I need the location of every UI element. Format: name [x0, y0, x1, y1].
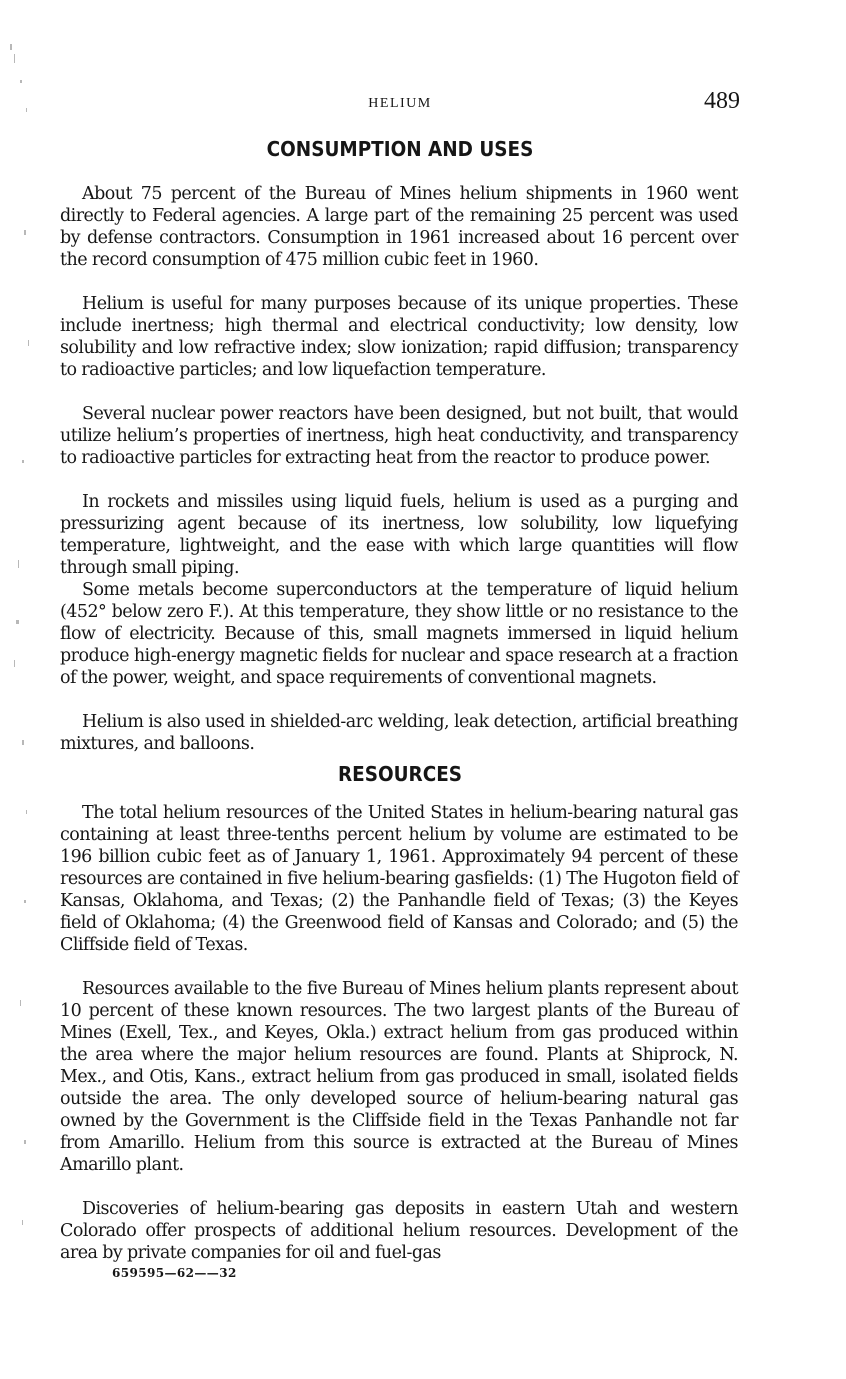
section-heading-consumption: CONSUMPTION AND USES [266, 137, 534, 161]
paragraph: Several nuclear power reactors have been designed, but not built, that would utilize helium’s properties of inertness, high heat conductivity, and transparency to radioactive particles for extracting heat from the reactor to produce power. [60, 404, 738, 468]
section-body-resources [60, 802, 738, 1264]
page-number: 489 [704, 88, 740, 114]
paragraph: Discoveries of helium-bearing gas deposits in eastern Utah and western Colorado offer prospects of additional helium resources. Development of the area by private companies for oil and fuel-gas [60, 1199, 738, 1263]
paragraph: The total helium resources of the United States in helium-bearing natural gas containing at least three-tenths percent helium by volume are estimated to be 196 billion cubic feet as of January 1, 1961. Approximately 94 percent of these resources are contained in five helium-bearing gasfields: (1) The Hugoton field of Kansas, Oklahoma, and Texas; (2) the Panhandle field of Texas; (3) the Keyes field of Oklahoma; (4) the Greenwood field of Kansas and Colorado; and (5) the Cliffside field of Texas. [60, 803, 738, 955]
running-head [60, 88, 740, 118]
paragraph: About 75 percent of the Bureau of Mines helium shipments in 1960 went directly to Federal agencies. A large part of the remaining 25 percent was used by defense contractors. Consumption in 1961 increased about 16 percent over the record consumption of 475 million cubic feet in 1960. [60, 184, 738, 270]
section-body-consumption [60, 183, 738, 755]
paragraph: Resources available to the five Bureau of Mines helium plants represent about 10 percent of these known resources. The two largest plants of the Bureau of Mines (Exell, Tex., and Keyes, Okla.) extract helium from gas produced within the area where the major helium resources are found. Plants at Shiprock, N. Mex., and Otis, Kans., extract helium from gas produced in small, isolated fields outside the area. The only developed source of helium-bearing natural gas owned by the Government is the Cliffside field in the Texas Panhandle not far from Amarillo. Helium from this source is extracted at the Bureau of Mines Amarillo plant. [60, 979, 738, 1175]
paragraph: Helium is also used in shielded-arc welding, leak detection, artificial breathing mixtures, and balloons. [60, 712, 738, 754]
paragraph: In rockets and missiles using liquid fuels, helium is used as a purging and pressurizing agent because of its inertness, low solubility, low liquefying temperature, lightweight, and the ease with which large quantities will flow through small piping. [60, 492, 738, 578]
scan-edge-marks [8, 40, 30, 1270]
paragraph: Helium is useful for many purposes because of its unique properties. These include inertness; high thermal and electrical conductivity; low density, low solubility and low refractive index; slow ionization; rapid diffusion; transparency to radioactive particles; and low liquefaction temperature. [60, 294, 738, 380]
running-title: HELIUM [368, 96, 432, 111]
print-code: 659595—62——32 [112, 1266, 237, 1280]
section-heading-resources: RESOURCES [337, 762, 463, 786]
paragraph: Some metals become superconductors at the temperature of liquid helium (452° below zero F.). At this temperature, they show little or no resistance to the flow of electricity. Because of this, small magnets immersed in liquid helium produce high-energy magnetic fields for nuclear and space research at a fraction of the power, weight, and space requirements of conventional magnets. [60, 580, 738, 688]
